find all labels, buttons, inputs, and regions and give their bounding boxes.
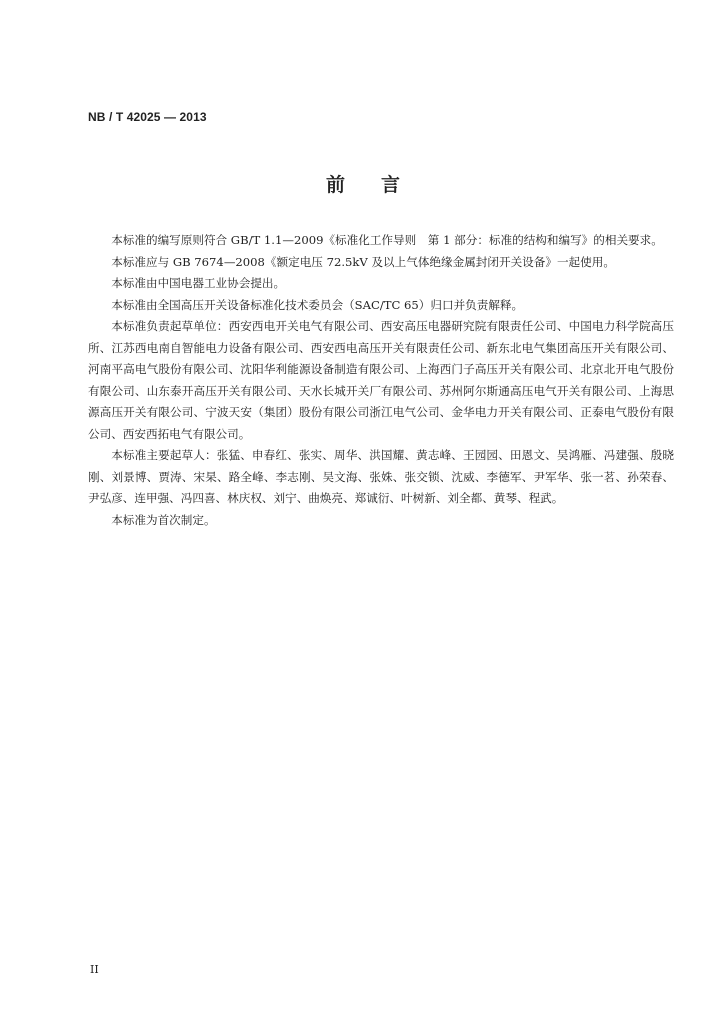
title-char-1: 前	[325, 174, 345, 196]
paragraph-usage: 本标准应与 GB 7674—2008《额定电压 72.5kV 及以上气体绝缘金属封闭开关设备》一起使用。	[111, 254, 615, 269]
page-number: II	[90, 963, 99, 976]
paragraph-drafting-units: 本标准负责起草单位：西安西电开关电气有限公司、西安高压电器研究院有限责任公司、中国电力科学院高压所、江苏西电南自智能电力设备有限公司、西安西电高压开关有限责任公司、新东北电气集团高压开关有限公司、河南平高电气股份有限公司、沈阳华利能源设备制造有限公司、上海西门子高压开关有限公司、北京北开电气股份有限公司、山东泰开高压开关有限公司、天水长城开关厂有限公司、苏州阿尔斯通高压电气开关有限公司、上海思源高压开关有限公司、宁波天安（集团）股份有限公司浙江电气公司、金华电力开关有限公司、正泰电气股份有限公司、西安西拓电气有限公司。	[88, 319, 674, 441]
paragraph-first-edition: 本标准为首次制定。	[111, 512, 216, 527]
page-title	[0, 170, 726, 197]
foreword-body	[88, 230, 674, 531]
paragraph-proposer: 本标准由中国电器工业协会提出。	[111, 276, 286, 290]
paragraph-compliance: 本标准的编写原则符合 GB/T 1.1—2009《标准化工作导则 第 1 部分：标准的结构和编写》的相关要求。	[111, 233, 663, 247]
paragraph-drafters: 本标准主要起草人：张猛、申春红、张实、周华、洪国耀、黄志峰、王园园、田恩文、吴鸿雁、冯建强、殷晓刚、刘景博、贾涛、宋杲、路全峰、李志刚、吴文海、张姝、张交锁、沈威、李德军、尹军华、张一茗、孙荣春、尹弘彦、连甲强、冯四喜、林庆权、刘宁、曲焕亮、郑诚衍、叶树新、刘全都、黄琴、程武。	[88, 448, 674, 505]
title-char-2: 言	[381, 174, 401, 196]
standard-code: NB / T 42025 — 2013	[88, 110, 207, 124]
paragraph-committee: 本标准由全国高压开关设备标准化技术委员会（SAC/TC 65）归口并负责解释。	[111, 297, 524, 312]
